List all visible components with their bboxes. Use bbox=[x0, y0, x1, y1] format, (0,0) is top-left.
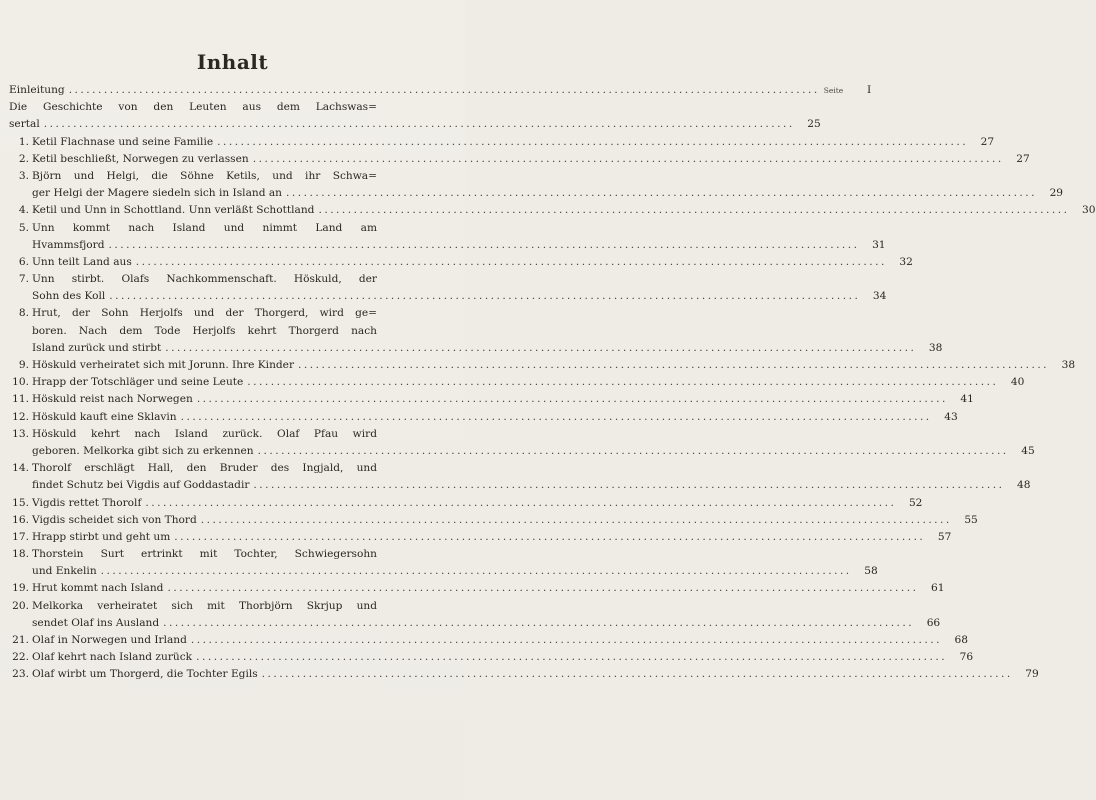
toc-entry-number: 9. bbox=[18, 359, 29, 371]
toc-entry-page-number: 34 bbox=[872, 290, 887, 303]
toc-entry bbox=[9, 185, 1064, 202]
toc-entry-title: Thorstein Surt ertrinkt mit Tochter, Schwiegersohn bbox=[32, 548, 377, 561]
toc-entry bbox=[9, 546, 377, 563]
toc-entry bbox=[9, 632, 968, 649]
toc-entry-number: 4. bbox=[18, 204, 29, 217]
toc-entry bbox=[9, 168, 377, 185]
toc-entry-number: 19. bbox=[12, 582, 29, 595]
toc-entry-title: sertal bbox=[9, 118, 40, 131]
toc-entry bbox=[9, 477, 1031, 494]
toc-entry-title: Björn und Helgi, die Söhne Ketils, und ihr Schwa= bbox=[32, 169, 377, 182]
toc-entry-title: Unn teilt Land aus bbox=[32, 255, 132, 268]
toc-entry-page-number: 27 bbox=[1016, 152, 1030, 165]
toc-entry-page-number: 31 bbox=[872, 238, 886, 251]
toc-entry bbox=[9, 305, 377, 322]
leader-dots bbox=[44, 116, 795, 133]
leader-dots bbox=[286, 185, 1037, 202]
toc-entry-title: Ketil beschließt, Norwegen zu verlassen bbox=[32, 152, 249, 165]
toc-entry-page-number: 43 bbox=[944, 410, 958, 423]
toc-entry bbox=[9, 460, 377, 477]
toc-entry-page-number: 57 bbox=[937, 530, 952, 543]
toc-entry-title: Ketil Flachnase und seine Familie bbox=[32, 135, 214, 148]
leader-dots bbox=[69, 82, 820, 99]
toc-entry bbox=[9, 340, 943, 357]
toc-entry-title: Olaf wirbt um Thorgerd, die Tochter Egils bbox=[32, 668, 258, 681]
leader-dots bbox=[318, 202, 1069, 219]
toc-entry-title: Höskuld reist nach Norwegen bbox=[32, 393, 193, 406]
leader-dots bbox=[253, 477, 1004, 494]
toc-entry bbox=[9, 202, 1096, 219]
leader-dots bbox=[136, 254, 887, 271]
toc-entry-title: Hrapp der Totschläger und seine Leute bbox=[32, 376, 244, 389]
toc-entry-page-number: 29 bbox=[1049, 187, 1064, 200]
leader-dots bbox=[201, 512, 952, 529]
toc-entry-page-number: 76 bbox=[959, 651, 974, 664]
toc-entry-title: Höskuld verheiratet sich mit Jorunn. Ihre Kinder bbox=[32, 359, 295, 371]
leader-dots bbox=[258, 443, 1009, 460]
toc-entry bbox=[9, 443, 1035, 460]
toc-entry-title: Höskuld kauft eine Sklavin bbox=[32, 410, 177, 423]
toc-entry bbox=[9, 512, 978, 529]
toc-entry-title: Höskuld kehrt nach Island zurück. Olaf Pfau wird bbox=[32, 427, 377, 440]
page-label: Seite bbox=[823, 86, 844, 95]
toc-entry-page-number: 55 bbox=[964, 513, 978, 526]
toc-entry-title: boren. Nach dem Tode Herjolfs kehrt Thorgerd nach bbox=[32, 324, 377, 337]
toc-entry-number: 6. bbox=[18, 255, 29, 268]
toc-entry-title: Island zurück und stirbt bbox=[32, 341, 162, 354]
leader-dots bbox=[196, 649, 947, 666]
toc-entry-title: Hvammsfjord bbox=[32, 238, 105, 251]
toc-entry-page-number: 30 bbox=[1082, 204, 1096, 217]
toc-entry-number: 23. bbox=[12, 668, 29, 681]
toc-entry-title: Vigdis scheidet sich von Thord bbox=[32, 513, 197, 526]
toc-entry-number: 14. bbox=[12, 462, 29, 475]
toc-entry bbox=[9, 563, 878, 580]
toc-entry-number: 7. bbox=[18, 273, 29, 286]
toc-entry-page-number: 38 bbox=[928, 341, 943, 354]
toc-entry bbox=[9, 357, 1076, 374]
toc-entry-number: 12. bbox=[12, 410, 29, 423]
toc-entry-title: Hrut kommt nach Island bbox=[32, 582, 164, 595]
toc-entry bbox=[9, 615, 941, 632]
toc-entry bbox=[9, 374, 1025, 391]
toc-entry-page-number: 79 bbox=[1025, 668, 1039, 681]
toc-entry-title: Unn kommt nach Island und nimmt Land am bbox=[32, 221, 377, 234]
leader-dots bbox=[298, 357, 1049, 374]
toc-entry-number: 8. bbox=[18, 307, 29, 320]
leader-dots bbox=[165, 340, 916, 357]
toc-entry-title: Die Geschichte von den Leuten aus dem Lachswas= bbox=[9, 101, 377, 114]
leader-dots bbox=[181, 409, 932, 426]
leader-dots bbox=[217, 134, 968, 151]
toc-entry-number: 13. bbox=[12, 427, 29, 440]
toc-entry bbox=[9, 391, 974, 408]
toc-entry-title: und Enkelin bbox=[32, 565, 97, 578]
toc-entry-page-number: 45 bbox=[1021, 444, 1035, 457]
toc-entry-title: Einleitung bbox=[9, 84, 65, 96]
toc-entry-page-number: 40 bbox=[1010, 376, 1025, 389]
toc-entry-page-number: 27 bbox=[980, 135, 995, 148]
toc-entry-page-number: 61 bbox=[931, 582, 945, 595]
leader-dots bbox=[247, 374, 998, 391]
leader-dots bbox=[197, 391, 948, 408]
toc-entry-number: 11. bbox=[12, 393, 29, 406]
toc-entry-title: Sohn des Koll bbox=[32, 290, 106, 303]
toc-entry-page-number: 32 bbox=[899, 255, 913, 268]
toc-entry bbox=[9, 649, 974, 666]
leader-dots bbox=[174, 529, 925, 546]
toc-entry bbox=[9, 151, 1030, 168]
toc-entry-number: 20. bbox=[12, 599, 29, 612]
toc-entry bbox=[9, 116, 821, 133]
leader-dots bbox=[167, 580, 918, 597]
toc-entry-page-number: 38 bbox=[1061, 359, 1076, 371]
toc-entry-number: 21. bbox=[12, 634, 29, 646]
toc-entry-page-number: 66 bbox=[926, 616, 941, 629]
toc-entry-number: 10. bbox=[12, 376, 29, 389]
toc-entry-number: 22. bbox=[12, 651, 29, 664]
toc-entry-title: ger Helgi der Magere siedeln sich in Island an bbox=[32, 187, 282, 200]
leader-dots bbox=[163, 615, 914, 632]
toc-entry bbox=[9, 271, 377, 288]
toc-entry-page-number: 48 bbox=[1016, 479, 1031, 492]
toc-entry bbox=[9, 323, 377, 340]
page-title: Inhalt bbox=[196, 50, 269, 74]
toc-entry-number: 3. bbox=[18, 169, 29, 182]
toc-entry bbox=[9, 495, 923, 512]
toc-entry-number: 16. bbox=[12, 513, 29, 526]
toc-entry-title: Unn stirbt. Olafs Nachkommenschaft. Höskuld, der bbox=[32, 273, 377, 286]
toc-entry-page-number: 41 bbox=[960, 393, 974, 406]
leader-dots bbox=[109, 288, 860, 305]
toc-entry bbox=[9, 99, 377, 116]
leader-dots bbox=[109, 237, 860, 254]
toc-entry-number: 17. bbox=[12, 530, 29, 543]
toc-entry bbox=[9, 288, 887, 305]
toc-entry-page-number: 58 bbox=[864, 565, 878, 578]
toc-entry-page-number: I bbox=[866, 84, 872, 96]
toc-entry-page-number: 52 bbox=[908, 496, 923, 509]
toc-entry-title: geboren. Melkorka gibt sich zu erkennen bbox=[32, 444, 254, 457]
toc-entry-title: Melkorka verheiratet sich mit Thorbjörn Skrjup und bbox=[32, 599, 377, 612]
toc-entry-title: sendet Olaf ins Ausland bbox=[32, 616, 160, 629]
leader-dots bbox=[191, 632, 942, 649]
toc-entry-title: Thorolf erschlägt Hall, den Bruder des Ingjald, und bbox=[32, 462, 377, 475]
toc-entry-title: findet Schutz bei Vigdis auf Goddastadir bbox=[32, 479, 250, 492]
toc-entry-page-number: 68 bbox=[954, 634, 968, 646]
table-of-contents bbox=[9, 82, 1096, 684]
toc-entry bbox=[9, 409, 958, 426]
toc-entry-title: Vigdis rettet Thorolf bbox=[32, 496, 142, 509]
toc-entry-title: Hrapp stirbt und geht um bbox=[32, 530, 171, 543]
toc-entry bbox=[9, 580, 945, 597]
leader-dots bbox=[253, 151, 1004, 168]
toc-entry-title: Olaf kehrt nach Island zurück bbox=[32, 651, 193, 664]
toc-entry-number: 18. bbox=[12, 548, 29, 561]
toc-entry-title: Olaf in Norwegen und Irland bbox=[32, 634, 187, 646]
toc-entry-title: Hrut, der Sohn Herjolfs und der Thorgerd, wird ge= bbox=[32, 307, 377, 320]
toc-entry bbox=[9, 666, 1039, 683]
toc-entry-number: 2. bbox=[18, 152, 29, 165]
toc-entry bbox=[9, 82, 872, 99]
leader-dots bbox=[262, 666, 1013, 683]
toc-entry bbox=[9, 254, 913, 271]
leader-dots bbox=[145, 495, 896, 512]
toc-entry bbox=[9, 529, 952, 546]
toc-entry-number: 15. bbox=[12, 496, 29, 509]
toc-entry bbox=[9, 220, 377, 237]
toc-entry-title: Ketil und Unn in Schottland. Unn verläßt Schottland bbox=[32, 204, 315, 217]
toc-entry-page-number: 25 bbox=[807, 118, 821, 131]
toc-entry-number: 5. bbox=[18, 221, 29, 234]
toc-entry bbox=[9, 237, 886, 254]
leader-dots bbox=[101, 563, 852, 580]
toc-entry bbox=[9, 426, 377, 443]
toc-entry bbox=[9, 134, 995, 151]
toc-entry bbox=[9, 598, 377, 615]
toc-entry-number: 1. bbox=[18, 135, 29, 148]
